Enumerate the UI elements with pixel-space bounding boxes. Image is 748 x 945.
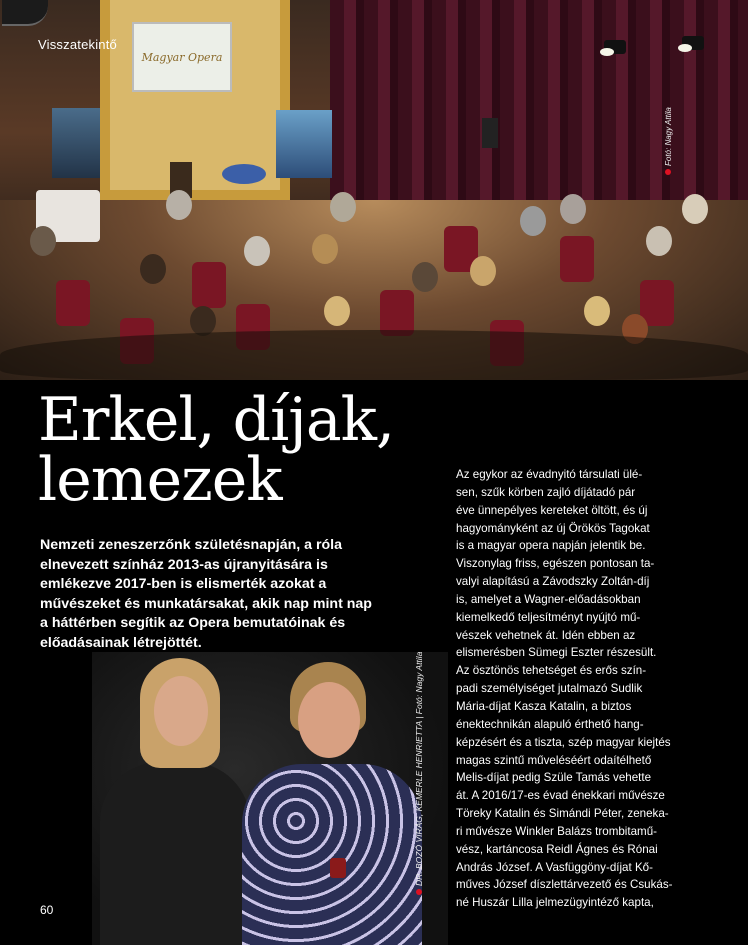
spotlight-icon (604, 40, 626, 54)
headline-line2: lemezek (38, 445, 282, 515)
section-label: Visszatekintő (38, 37, 117, 52)
audience-head (140, 254, 166, 284)
audience-head (30, 226, 56, 256)
section-corner-icon (2, 0, 48, 26)
body-line: magas szintű műveléséért odaítélhető (456, 753, 652, 767)
chair (560, 236, 594, 282)
body-line: Az ösztönös tehetséget és erős szín- (456, 664, 647, 678)
body-line: Melis-díjat pedig Szüle Tamás vehette (456, 771, 652, 785)
person-right (242, 764, 422, 945)
body-line: kiemelkedő teljesítményt nyújtó mű- (456, 610, 641, 624)
screen-title: Magyar Opera (141, 51, 223, 64)
chair (192, 262, 226, 308)
portrait-poster-left (52, 108, 100, 178)
audience-head (324, 296, 350, 326)
audience-head (646, 226, 672, 256)
body-line: is a magyar opera napján jelentik be. (456, 539, 646, 553)
body-line: vész, kartáncosa Reidl Ágnes és Rónai (456, 842, 658, 856)
audience-body (0, 330, 748, 380)
body-line: padi személyiséget jutalmazó Sudlik (456, 682, 643, 696)
person-left-face (154, 676, 208, 746)
body-line: András József. A Vasfüggöny-díjat Kő- (456, 860, 653, 874)
event-photo (0, 0, 748, 380)
body-line: képzésért és a tiszta, szép magyar kiejtés (456, 735, 671, 749)
body-line: Mária-díjat Kasza Katalin, a biztos (456, 699, 632, 713)
round-table (222, 164, 266, 184)
photo-credit-top-text: Fotó: Nagy Attila (664, 107, 673, 166)
body-line: sen, szűk körben zajló díjátadó pár (456, 485, 636, 499)
body-line: hagyományként az új Örökös Tagokat (456, 521, 650, 535)
body-line: énektechnikán alapuló érthető hang- (456, 717, 644, 731)
person-right-face (298, 682, 360, 758)
body-line: Az egykor az évadnyitó társulati ülé- (456, 468, 643, 481)
page-number: 60 (40, 903, 54, 917)
body-line: valyi alapítású a Závodszky Zoltán-díj (456, 575, 650, 589)
headline-line1: Erkel, díjak, (38, 385, 395, 455)
body-line: Viszonylag friss, egészen pontosan ta- (456, 557, 655, 571)
award-winners-photo (92, 652, 448, 945)
audience-head (244, 236, 270, 266)
photo-credit-bottom: Fotó: Nagy Attila (414, 651, 424, 715)
body-line: éve ünnepélyes kereteket öltött, és új (456, 503, 648, 517)
photo-credit-top (664, 107, 673, 175)
body-line: is, amelyet a Wagner-előadásokban (456, 592, 641, 606)
body-line: vészek vehetnek át. Idén ebben az (456, 628, 636, 642)
body-line: né Huszár Lilla jelmezügyintéző kapta, (456, 896, 654, 910)
audience-head (682, 194, 708, 224)
credit-dot-icon (416, 889, 422, 895)
projection-screen (132, 22, 232, 92)
audience-head (560, 194, 586, 224)
chair (56, 280, 90, 326)
person-left (100, 762, 250, 945)
body-line: műves József díszlettárvezető és Csukás- (456, 878, 673, 892)
body-line: ri művésze Winkler Balázs trombitamű- (456, 824, 658, 838)
audience-head (584, 296, 610, 326)
audience-head (470, 256, 496, 286)
article-headline (38, 385, 458, 515)
audience-head (520, 206, 546, 236)
audience-head (412, 262, 438, 292)
audience-head (330, 192, 356, 222)
audience-head (312, 234, 338, 264)
portrait-poster-right (276, 110, 332, 178)
body-line: elismerésben Sümegi Eszter részesült. (456, 646, 657, 660)
award-box (330, 858, 346, 878)
credit-dot-icon (665, 169, 671, 175)
stage-curtain (330, 0, 748, 215)
spotlight-icon (682, 36, 704, 50)
article-body (456, 466, 673, 912)
audience-head (166, 190, 192, 220)
article-lead: Nemzeti zeneszerzőnk születésnapján, a róla elnevezett színház 2013-as újranyitására is emlékezve 2017-ben is elismerték azokat a művészeket és munkatársakat, akik nap mint nap a háttérben segítik az Opera bemutatóinak és előadásainak létrejöttét. (40, 537, 372, 651)
body-line: Töreky Katalin és Simándi Péter, zeneka- (456, 807, 669, 821)
body-line: át. A 2016/17-es évad énekkari művésze (456, 789, 665, 803)
speaker-box (482, 118, 498, 148)
photo-caption-names: DR. BOZÓ VIRÁG, KEMERLE HENRIETTA (414, 721, 424, 886)
photo-caption-bottom: DR. BOZÓ VIRÁG, KEMERLE HENRIETTA | Fotó: Nagy Attila (414, 652, 424, 895)
